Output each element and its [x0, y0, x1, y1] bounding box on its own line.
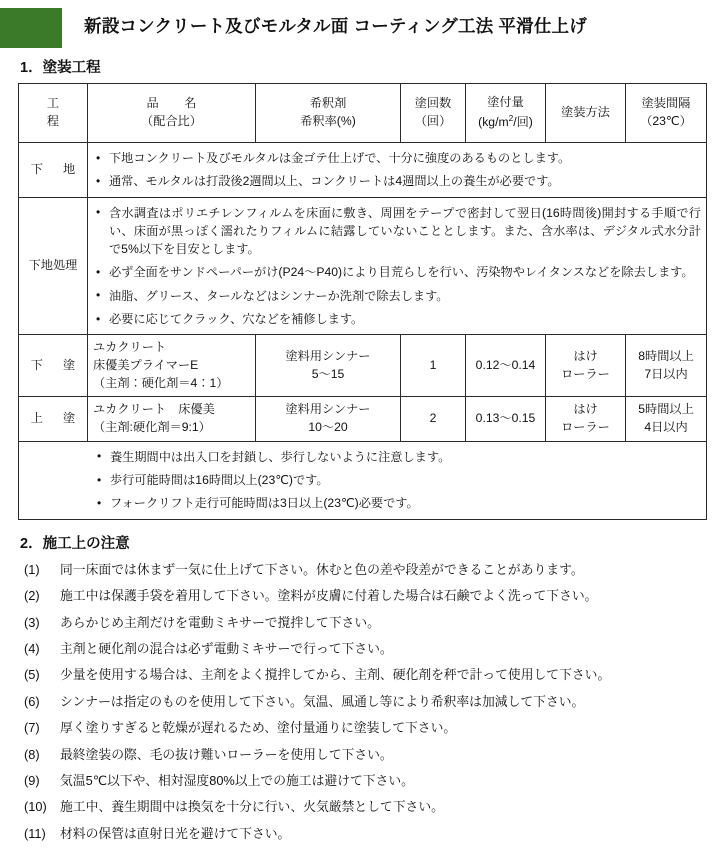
list-item: • 養生期間中は出入口を封鎖し、歩行しないように注意します。	[108, 448, 701, 466]
note-text: 同一床面では休まず一気に仕上げて下さい。休むと色の差や段差ができることがあります。	[60, 561, 584, 577]
construction-notes-list	[18, 561, 708, 843]
table-row	[19, 441, 707, 519]
note-text: 施工中、養生期間中は換気を十分に行い、火気厳禁として下さい。	[60, 799, 444, 815]
note-text: 最終塗装の際、毛の抜け難いローラーを使用して下さい。	[60, 746, 393, 762]
row-label-primer: 下 塗	[19, 335, 88, 397]
cell-primer-product: ユカクリート 床優美プライマーE （主剤：硬化剤＝4：1）	[88, 335, 256, 397]
cell-primer-thinner: 塗料用シンナー 5～15	[256, 335, 401, 397]
cell-topcoat-coat-count: 2	[401, 397, 466, 441]
cell-topcoat-interval: 5時間以上 4日以内	[626, 397, 707, 441]
list-item: • 必要に応じてクラック、穴などを補修します。	[107, 310, 701, 328]
cell-primer-coat-count: 1	[401, 335, 466, 397]
painting-process-table-wrapper	[18, 83, 706, 520]
table-row	[19, 397, 707, 441]
row-label-substrate-treatment: 下地処理	[19, 197, 88, 335]
list-item	[18, 614, 708, 632]
list-item: • 含水調査はポリエチレンフィルムを床面に敷き、周囲をテープで密封して翌日(16時間後)開封する手順で行い、床面が黒っぽく濡れたりフィルムに結露していないこととします。また、含水率は、デジタル式水分計で5%以下を目安とします。	[107, 204, 701, 259]
note-text: あらかじめ主剤だけを電動ミキサーで撹拌して下さい。	[60, 614, 380, 630]
note-text: 材料の保管は直射日光を避けて下さい。	[60, 825, 291, 841]
note-text: 少量を使用する場合は、主剤をよく撹拌してから、主剤、硬化剤を秤で計って使用して下さい。	[60, 667, 611, 683]
section-1-heading: 1．塗装工程	[20, 60, 101, 76]
table-row	[19, 335, 707, 397]
cell-topcoat-product: ユカクリート 床優美 （主剤:硬化剤＝9:1）	[88, 397, 256, 441]
note-number: (8)	[24, 746, 40, 762]
column-header-coat-count-line1: 塗回数	[414, 96, 452, 111]
brand-color-block	[0, 8, 62, 48]
list-item	[18, 798, 708, 816]
column-header-thinner-line1: 希釈剤	[309, 96, 347, 111]
row-content-substrate-treatment	[88, 197, 707, 335]
column-header-process-line1: 工 程	[46, 96, 85, 128]
column-header-thinner-line2: 希釈率(%)	[300, 114, 356, 128]
column-header-process	[19, 84, 88, 143]
column-header-interval-line1: 塗装間隔	[641, 96, 691, 111]
list-item	[18, 640, 708, 658]
list-item	[18, 693, 708, 711]
row-content-substrate	[88, 143, 707, 198]
column-header-interval	[626, 84, 707, 143]
document-header	[0, 0, 720, 56]
list-item	[18, 719, 708, 737]
list-item: • 必ず全面をサンドペーパーがけ(P24～P40)により目荒らしを行い、汚染物やレイタンスなどを除去します。	[107, 263, 701, 281]
cell-topcoat-coverage: 0.13～0.15	[466, 397, 546, 441]
note-number: (2)	[24, 588, 40, 604]
cell-primer-coverage: 0.12～0.14	[466, 335, 546, 397]
note-number: (9)	[24, 772, 40, 788]
cell-topcoat-method: はけ ローラー	[546, 397, 626, 441]
column-header-coverage-line2: ($kg/m^2/$回)	[478, 112, 533, 130]
page-title: 新設コンクリート及びモルタル面 コーティング工法 平滑仕上げ	[84, 16, 587, 36]
column-header-product	[88, 84, 256, 143]
table-row	[19, 143, 707, 198]
note-text: 厚く塗りすぎると乾燥が遅れるため、塗付量通りに塗装して下さい。	[60, 720, 457, 736]
row-content-curing-notes	[19, 441, 707, 519]
column-header-coat-count	[401, 84, 466, 143]
note-text: シンナーは指定のものを使用して下さい。気温、風通し等により希釈率は加減して下さい。	[60, 693, 585, 709]
row-label-substrate: 下 地	[19, 143, 88, 198]
column-header-coverage	[466, 84, 546, 143]
note-text: 施工中は保護手袋を着用して下さい。塗料が皮膚に付着した場合は石鹸でよく洗って下さい。	[60, 588, 598, 604]
table-row	[19, 197, 707, 335]
list-item: • フォークリフト走行可能時間は3日以上(23℃)必要です。	[108, 494, 701, 512]
list-item	[18, 587, 708, 605]
list-item: • 油脂、グリース、タールなどはシンナーか洗剤で除去します。	[107, 287, 701, 305]
list-item	[18, 746, 708, 764]
column-header-interval-line2: （23℃）	[640, 114, 692, 128]
note-text: 気温5℃以下や、相対湿度80%以上での施工は避けて下さい。	[60, 772, 414, 788]
note-number: (3)	[24, 614, 40, 630]
note-number: (11)	[24, 825, 46, 841]
column-header-thinner	[256, 84, 401, 143]
painting-process-table	[18, 83, 707, 520]
note-number: (7)	[24, 720, 40, 736]
table-header-row	[19, 84, 707, 143]
note-number: (1)	[24, 561, 40, 577]
list-item	[18, 561, 708, 579]
note-number: (4)	[24, 640, 40, 656]
note-text: 主剤と硬化剤の混合は必ず電動ミキサーで行って下さい。	[60, 640, 393, 656]
column-header-product-line1: 品 名	[146, 96, 204, 111]
row-label-topcoat: 上 塗	[19, 397, 88, 441]
list-item	[18, 772, 708, 790]
note-number: (6)	[24, 693, 40, 709]
cell-topcoat-thinner: 塗料用シンナー 10～20	[256, 397, 401, 441]
cell-primer-method: はけ ローラー	[546, 335, 626, 397]
column-header-method	[546, 84, 626, 143]
note-number: (10)	[24, 799, 47, 815]
cell-primer-interval: 8時間以上 7日以内	[626, 335, 707, 397]
list-item	[18, 666, 708, 684]
list-item: • 下地コンクリート及びモルタルは金ゴテ仕上げで、十分に強度のあるものとします。	[107, 149, 701, 167]
note-number: (5)	[24, 667, 40, 683]
column-header-method-line1: 塗装方法	[561, 105, 610, 120]
list-item	[18, 825, 708, 843]
section-2-heading: 2．施工上の注意	[20, 535, 130, 552]
list-item: • 歩行可能時間は16時間以上(23℃)です。	[108, 471, 701, 489]
column-header-product-line2: （配合比）	[141, 114, 202, 128]
column-header-coverage-line1: 塗付量	[487, 95, 524, 110]
list-item: • 通常、モルタルは打設後2週間以上、コンクリートは4週間以上の養生が必要です。	[107, 172, 701, 190]
column-header-coat-count-line2: （回）	[414, 114, 452, 128]
